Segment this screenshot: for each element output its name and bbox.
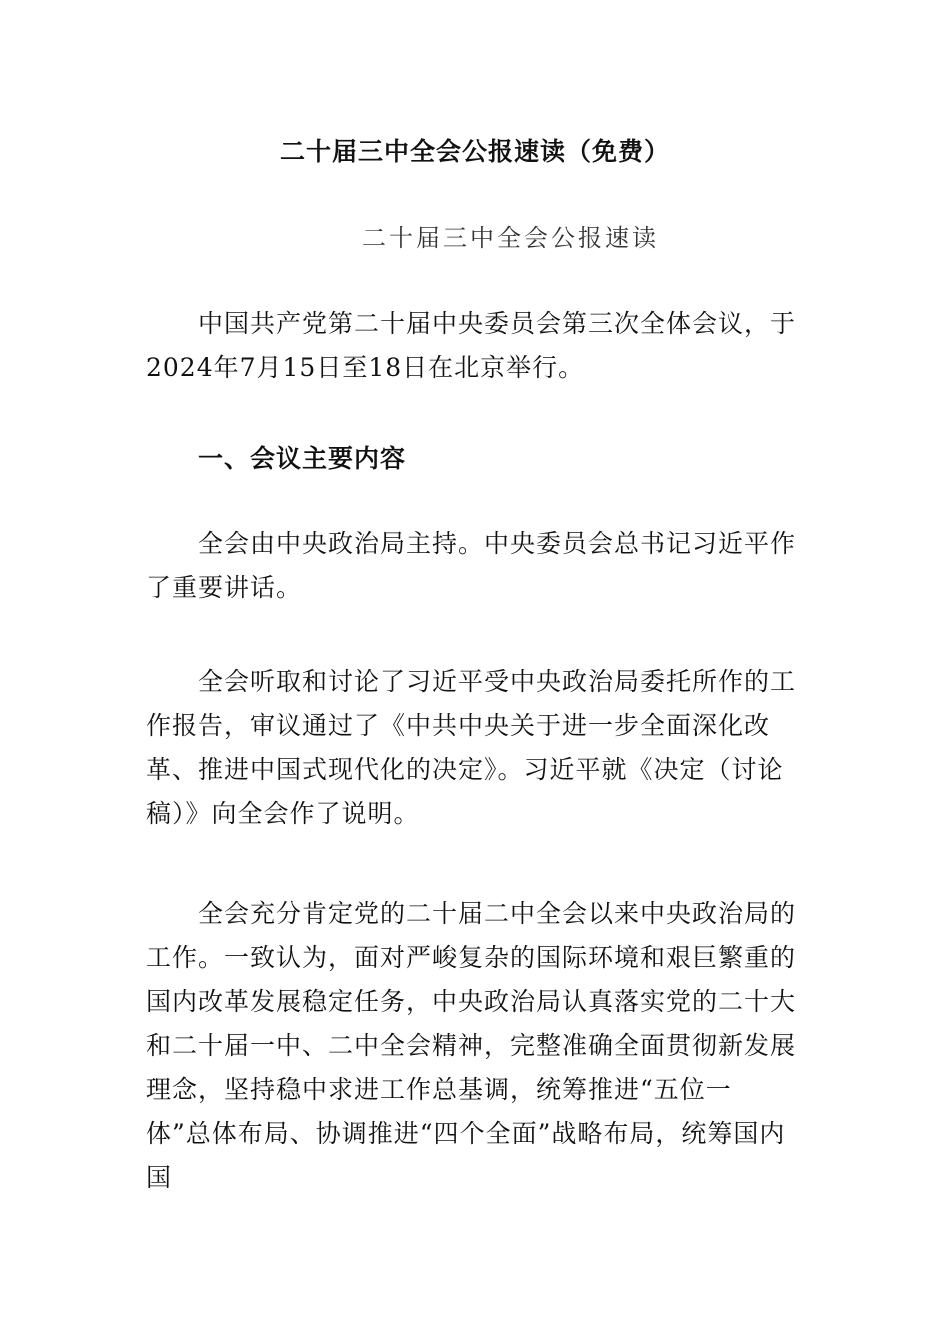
section-heading-main-content: 一、会议主要内容: [198, 444, 407, 473]
paragraph-work-report: 全会听取和讨论了习近平受中央政治局委托所作的工作报告，审议通过了《中共中央关于进一步全面深化改革、推进中国式现代化的决定》。习近平就《决定（讨论稿）》向全会作了说明。: [146, 667, 797, 828]
paragraph-meeting-info: 中国共产党第二十届中央委员会第三次全体会议，于2024年7月15日至18日在北京举行。: [146, 309, 797, 382]
paragraph-affirmation: 全会充分肯定党的二十届二中全会以来中央政治局的工作。一致认为，面对严峻复杂的国际环境和艰巨繁重的国内改革发展稳定任务，中央政治局认真落实党的二十大和二十届一中、二中全会精神，完整准确全面贯彻新发展理念，坚持稳中求进工作总基调，统筹推进“五位一体”总体布局、协调推进“四个全面”战略布局，统筹国内国: [146, 899, 797, 1192]
document-title: 二十届三中全会公报速读（免费）: [279, 137, 670, 166]
paragraph-chaired: 全会由中央政治局主持。中央委员会总书记习近平作了重要讲话。: [146, 529, 797, 602]
document-subtitle: 二十届三中全会公报速读: [362, 224, 659, 252]
